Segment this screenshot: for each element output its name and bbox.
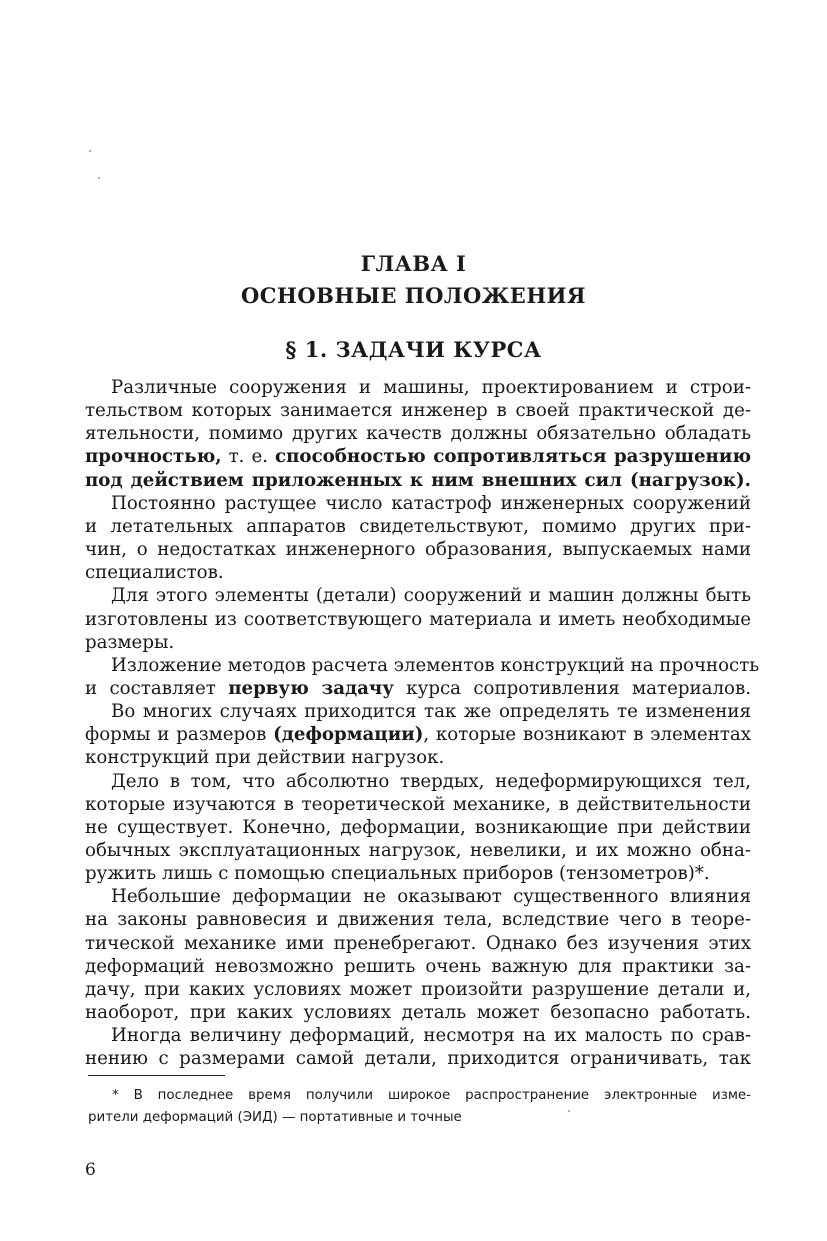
text-line	[85, 609, 751, 632]
text-line	[85, 632, 751, 655]
scan-speck	[89, 150, 91, 152]
page-number: 6	[85, 1160, 96, 1180]
text-line	[85, 562, 751, 585]
text-run: курса сопротивления материалов.	[393, 677, 751, 699]
text-run: специалистов.	[85, 562, 224, 584]
text-run: обычных эксплуатационных нагрузок, невелики, и их можно обна-	[85, 840, 751, 861]
text-line	[85, 863, 751, 886]
text-run: которые изучаются в теоретической механике, в действительности	[85, 793, 751, 815]
chapter-title: ОСНОВНЫЕ ПОЛОЖЕНИЯ	[240, 283, 587, 308]
text-line	[85, 423, 751, 446]
bold-term: способностью сопротивляться разрушению	[275, 446, 752, 468]
text-run: , которые возникают в элементах	[423, 724, 751, 746]
chapter-label: ГЛАВА I	[360, 251, 467, 276]
text-run: наоборот, при каких условиях деталь может безопасно работать.	[85, 1002, 751, 1024]
text-line	[111, 1025, 751, 1048]
text-line	[85, 678, 751, 701]
text-line	[111, 493, 751, 516]
text-line	[111, 377, 751, 400]
text-line	[85, 470, 751, 493]
footnote-divider	[88, 1075, 225, 1076]
text-line	[85, 516, 751, 539]
text-run: тельством которых занимается инженер в своей практической де-	[85, 400, 751, 422]
text-run: т. е.	[221, 446, 276, 468]
text-line	[111, 654, 760, 678]
text-line	[85, 446, 751, 469]
text-run: Различные сооружения и машины, проектированием и строи-	[111, 377, 751, 398]
text-line	[111, 585, 751, 608]
text-line	[85, 747, 751, 770]
text-run: тической механике ими пренебрегают. Однако без изучения этих	[85, 932, 751, 954]
text-run: Во многих случаях приходится так же определять те изменения	[111, 701, 751, 723]
text-line	[111, 771, 751, 794]
bold-term: (деформации)	[273, 724, 424, 746]
text-run: Изложение методов расчета элементов конструкций на прочность	[111, 654, 760, 676]
text-line	[85, 724, 751, 747]
bold-term: под действием приложенных к ним внешних сил (нагрузок).	[85, 469, 751, 491]
text-run: нению с размерами самой детали, приходится ограничивать, так	[85, 1048, 751, 1070]
scan-speck	[98, 177, 100, 179]
text-run: на законы равновесия и движения тела, вследствие чего в теоре-	[85, 909, 751, 931]
text-run: размеры.	[85, 631, 175, 653]
text-run: и летательных аппаратов свидетельствуют, помимо других при-	[85, 515, 751, 537]
text-run: Небольшие деформации не оказывают существенного влияния	[111, 886, 751, 908]
text-line	[85, 840, 751, 863]
text-run: Иногда величину деформаций, несмотря на их малость по срав-	[111, 1025, 751, 1047]
section-title: § 1. ЗАДАЧИ КУРСА	[285, 337, 542, 362]
scan-speck	[568, 1110, 570, 1112]
text-line	[85, 400, 751, 423]
text-line	[111, 886, 751, 909]
text-run: и составляет	[85, 677, 229, 699]
text-run: конструкций при действии нагрузок.	[85, 747, 445, 769]
text-run: не существует. Конечно, деформации, возникающие при действии	[85, 816, 751, 838]
text-line	[85, 539, 751, 562]
text-run: деформаций невозможно решить очень важную для практики за-	[85, 955, 751, 977]
text-run: Для этого элементы (детали) сооружений и машин должны быть	[111, 585, 751, 607]
text-run: формы и размеров	[85, 724, 274, 746]
text-run: изготовлены из соответствующего материала и иметь необходимые	[85, 608, 751, 630]
text-line	[111, 701, 751, 724]
text-run: ружить лишь с помощью специальных приборов (тензометров)*.	[85, 863, 710, 885]
text-run: Дело в том, что абсолютно твердых, недеформирующихся тел,	[111, 770, 751, 792]
text-line	[85, 1048, 751, 1071]
text-line	[85, 933, 751, 956]
text-line	[85, 1002, 751, 1025]
text-run: дачу, при каких условиях может произойти разрушение детали и,	[85, 978, 751, 1000]
text-run: ятельности, помимо других качеств должны обязательно обладать	[85, 423, 751, 445]
text-line	[85, 956, 751, 979]
bold-term: прочностью,	[85, 446, 222, 468]
text-line	[85, 817, 751, 840]
text-run: чин, о недостатках инженерного образования, выпускаемых нами	[85, 539, 751, 561]
text-line	[85, 979, 751, 1002]
text-run: Постоянно растущее число катастроф инженерных сооружений	[111, 492, 751, 514]
bold-term: первую задачу	[228, 677, 394, 699]
text-line	[85, 909, 751, 932]
text-line	[85, 794, 751, 817]
